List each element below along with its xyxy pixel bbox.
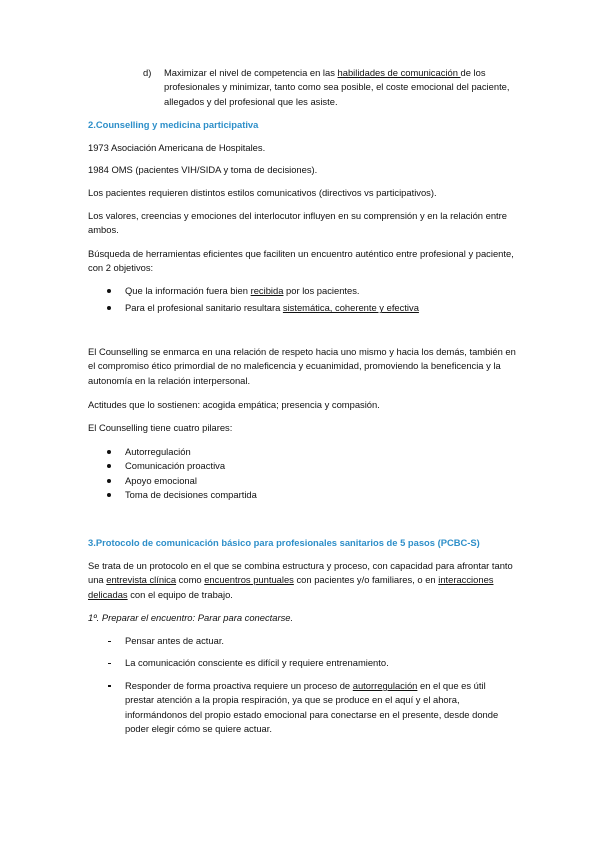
step-heading: 1º. Preparar el encuentro: Parar para conectarse. [88,612,294,623]
list-item: La comunicación consciente es difícil y requiere entrenamiento. [125,656,515,670]
text-run: en el que es útil prestar atención a la propia respiración, ya que se produce en el aquí y el ahora, informándonos del propio estado emocional para conectarse en el presente, desde donde poder elegir cómo se quiere actuar. [125,679,499,735]
list-item: Pensar antes de actuar. [125,634,515,648]
paragraph: Los pacientes requieren distintos estilos comunicativos (directivos vs participativos). [88,187,437,198]
underlined-term: autorregulación [352,679,418,691]
list-item: Comunicación proactiva [125,459,525,473]
list-item [125,284,525,298]
paragraph: Los valores, creencias y emociones del interlocutor influyen en su comprensión y en la relación entre ambos. [88,210,507,236]
text-run: Responder de forma proactiva requiere un proceso de [125,679,353,691]
text-run: con el equipo de trabajo. [127,588,233,600]
underlined-term: interacciones delicadas [88,574,494,600]
list-item [125,301,525,315]
section-heading: 2.Counselling y medicina participativa [88,119,259,130]
text-run: Para el profesional sanitario resultara [125,302,283,314]
underlined-term: encuentros puntuales [204,574,294,586]
underlined-term: sistemática, coherente y efectiva [282,302,419,314]
list-item: Toma de decisiones compartida [125,488,525,502]
paragraph: El Counselling se enmarca en una relación de respeto hacia uno mismo y hacia los demás, también en el compromiso ético primordial de no maleficencia y ecuanimidad, promoviendo la beneficencia y la autonomía en la relación interpersonal. [88,346,516,386]
paragraph: El Counselling tiene cuatro pilares: [88,422,233,433]
list-marker: d) [143,67,152,78]
step-list [125,634,515,736]
text-run: Que la información fuera bien [125,285,251,296]
underlined-term: entrevista clínica [106,574,177,586]
list-item-text [164,66,524,109]
text-run: por los pacientes. [283,285,360,296]
paragraph: Búsqueda de herramientas eficientes que faciliten un encuentro auténtico entre profesional y paciente, con 2 objetivos: [88,248,514,274]
list-item: Apoyo emocional [125,474,525,488]
paragraph: 1973 Asociación Americana de Hospitales. [88,142,266,153]
text-run: como [176,574,205,586]
paragraph [88,559,518,602]
paragraph: Actitudes que lo sostienen: acogida empática; presencia y compasión. [88,399,380,410]
text-run: con pacientes y/o familiares, o en [293,574,439,586]
underlined-term: recibida [250,285,284,296]
text-run: Maximizar el nivel de competencia en las [164,67,338,78]
text-run: Se trata de un protocolo en el que se combina estructura y proceso, con capacidad para afrontar tanto una [88,560,513,586]
section-heading: 3.Protocolo de comunicación básico para profesionales sanitarios de 5 pasos (PCBC-S) [88,537,480,548]
paragraph: 1984 OMS (pacientes VIH/SIDA y toma de decisiones). [88,164,318,175]
objectives-list [125,284,525,316]
text-run: de los profesionales y minimizar, tanto como sea posible, el coste emocional del paciente, allegados y del profesional que les asiste. [164,67,510,107]
pillars-list [125,445,525,503]
list-item [125,679,515,737]
list-item: Autorregulación [125,445,525,459]
underlined-term: habilidades de comunicación [337,67,461,78]
